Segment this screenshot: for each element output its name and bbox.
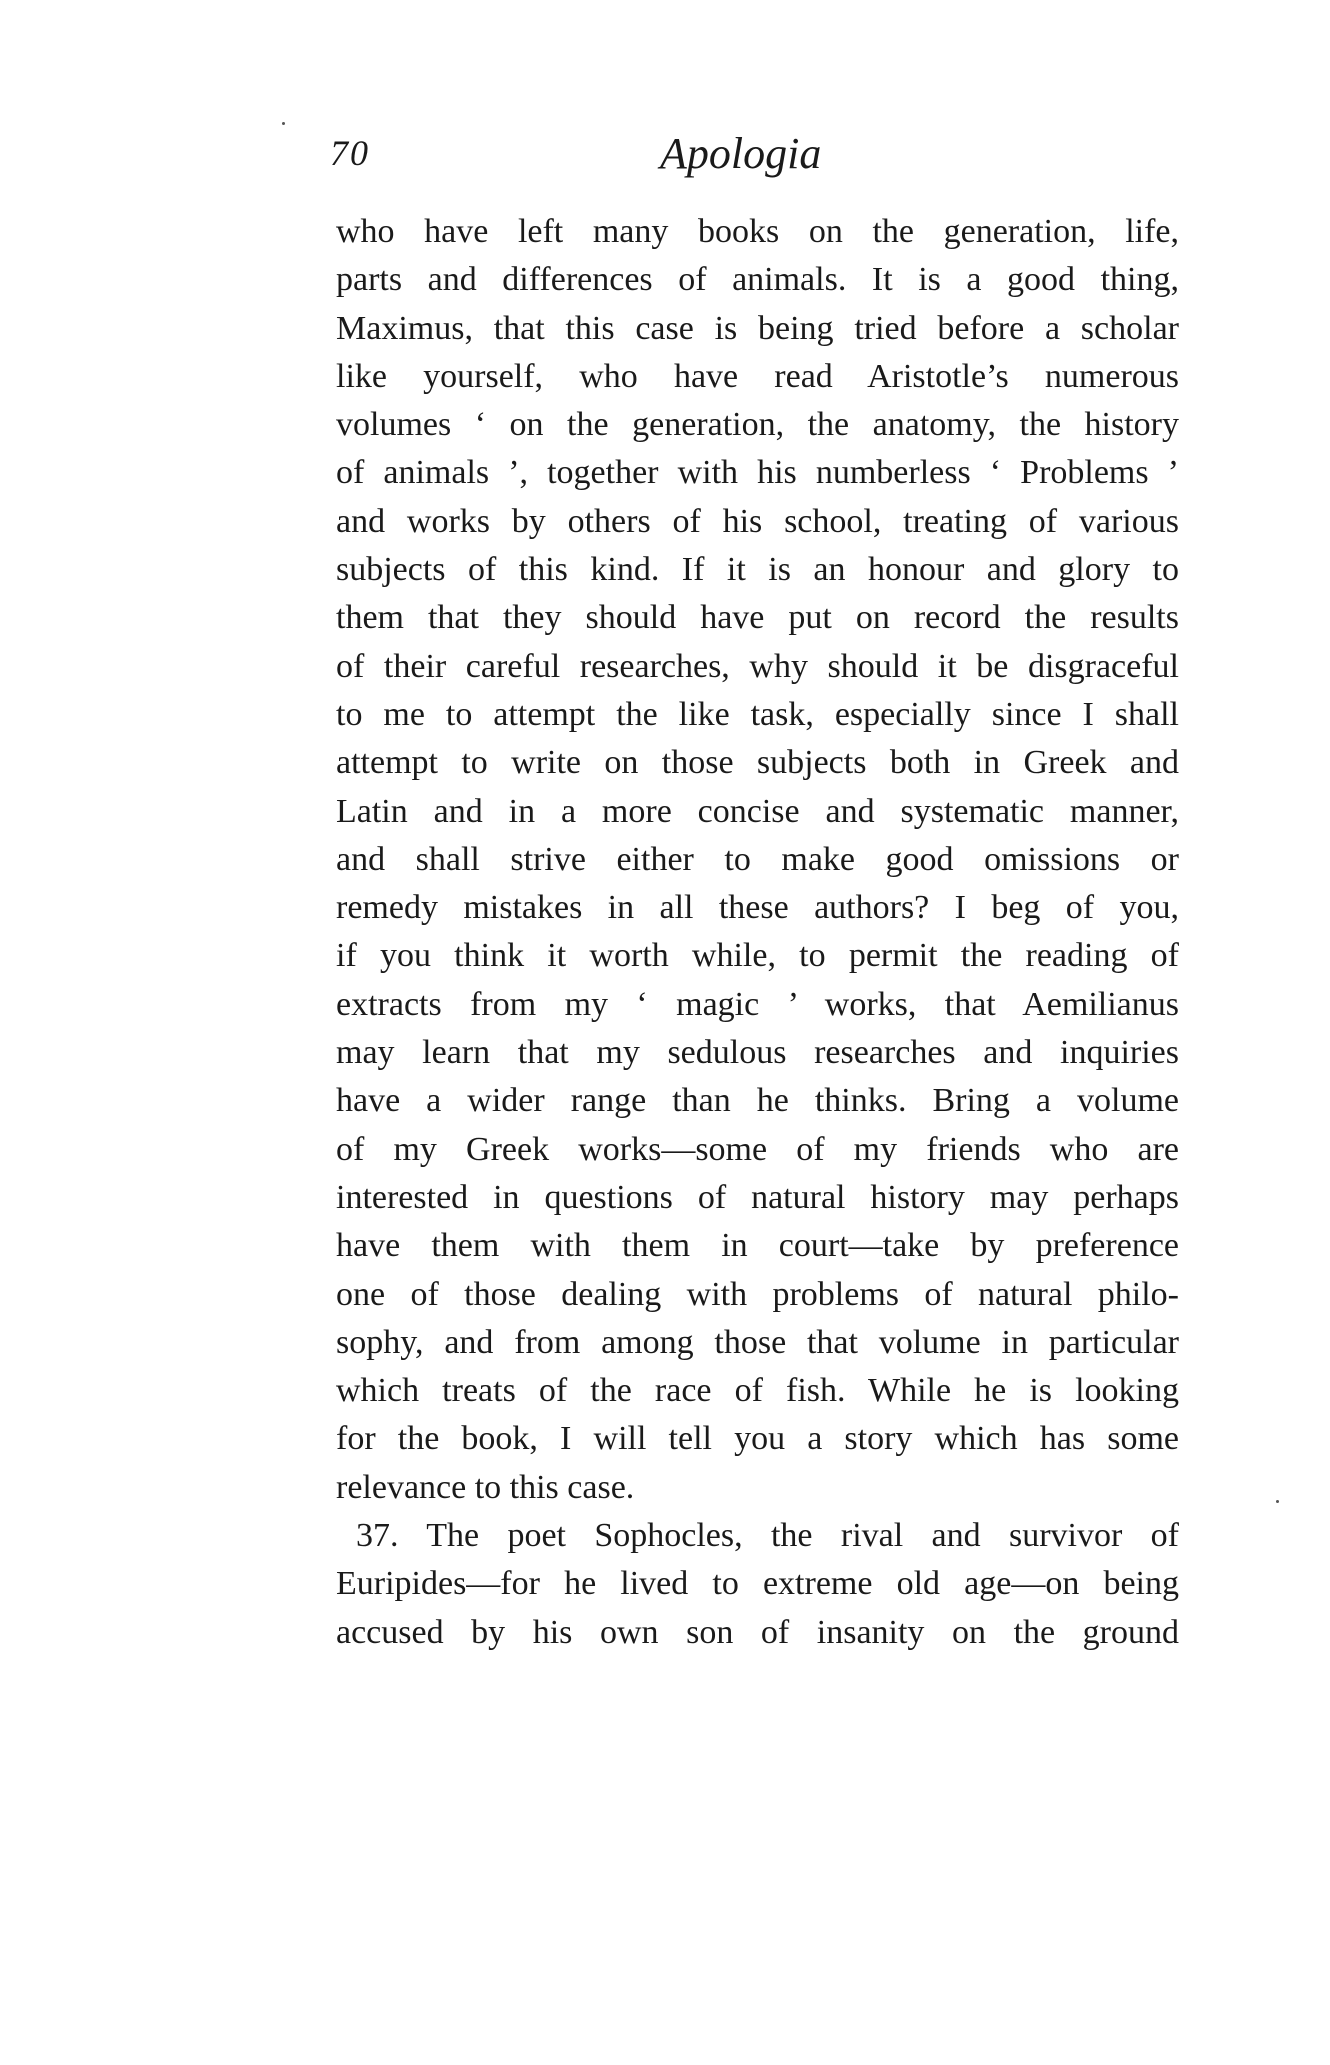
scan-speck [1276,1500,1279,1503]
running-title: Apologia [660,129,822,178]
page-number: 70 [330,133,370,173]
text-line: Euripides—for he lived to extreme old age—on being [336,1565,1179,1603]
text-line: of animals ’, together with his numberless ‘ Problems ’ [336,454,1179,492]
text-line: Latin and in a more concise and systematic manner, [336,792,1179,830]
running-head [330,128,1180,188]
text-line: of their careful researches, why should it be disgraceful [336,647,1179,685]
text-line: of my Greek works—some of my friends who are [336,1130,1179,1168]
text-line: one of those dealing with problems of natural philo- [336,1275,1179,1313]
paragraph-end-line: relevance to this case. [336,1468,635,1506]
body-text [336,208,1179,1657]
text-line: have a wider range than he thinks. Bring a volume [336,1082,1179,1120]
text-line: remedy mistakes in all these authors? I beg of you, [336,889,1179,927]
text-line: subjects of this kind. If it is an honour and glory to [336,551,1179,589]
text-line: may learn that my sedulous researches and inquiries [336,1034,1179,1072]
scan-speck [282,122,285,125]
text-line: and works by others of his school, treating of various [336,502,1179,540]
text-line: extracts from my ‘ magic ’ works, that Aemilianus [336,985,1179,1023]
text-line: to me to attempt the like task, especially since I shall [336,695,1179,733]
text-line: parts and differences of animals. It is a good thing, [336,261,1179,299]
text-line: volumes ‘ on the generation, the anatomy, the history [336,406,1179,444]
text-line: Maximus, that this case is being tried before a scholar [336,309,1179,347]
text-line: if you think it worth while, to permit the reading of [336,937,1179,975]
text-line: them that they should have put on record the results [336,599,1179,637]
text-line: which treats of the race of fish. While he is looking [336,1372,1179,1410]
text-line: and shall strive either to make good omissions or [336,840,1179,878]
section-start-line: 37. The poet Sophocles, the rival and survivor of [356,1517,1179,1555]
text-line: interested in questions of natural history may perhaps [336,1178,1179,1216]
text-line: accused by his own son of insanity on the ground [336,1613,1179,1651]
text-line: sophy, and from among those that volume in particular [336,1323,1179,1361]
text-line: who have left many books on the generation, life, [336,213,1179,250]
text-line: for the book, I will tell you a story which has some [336,1420,1179,1458]
text-line: like yourself, who have read Aristotle’s numerous [336,357,1179,395]
text-line: have them with them in court—take by preference [336,1227,1179,1265]
text-line: attempt to write on those subjects both in Greek and [336,744,1179,782]
